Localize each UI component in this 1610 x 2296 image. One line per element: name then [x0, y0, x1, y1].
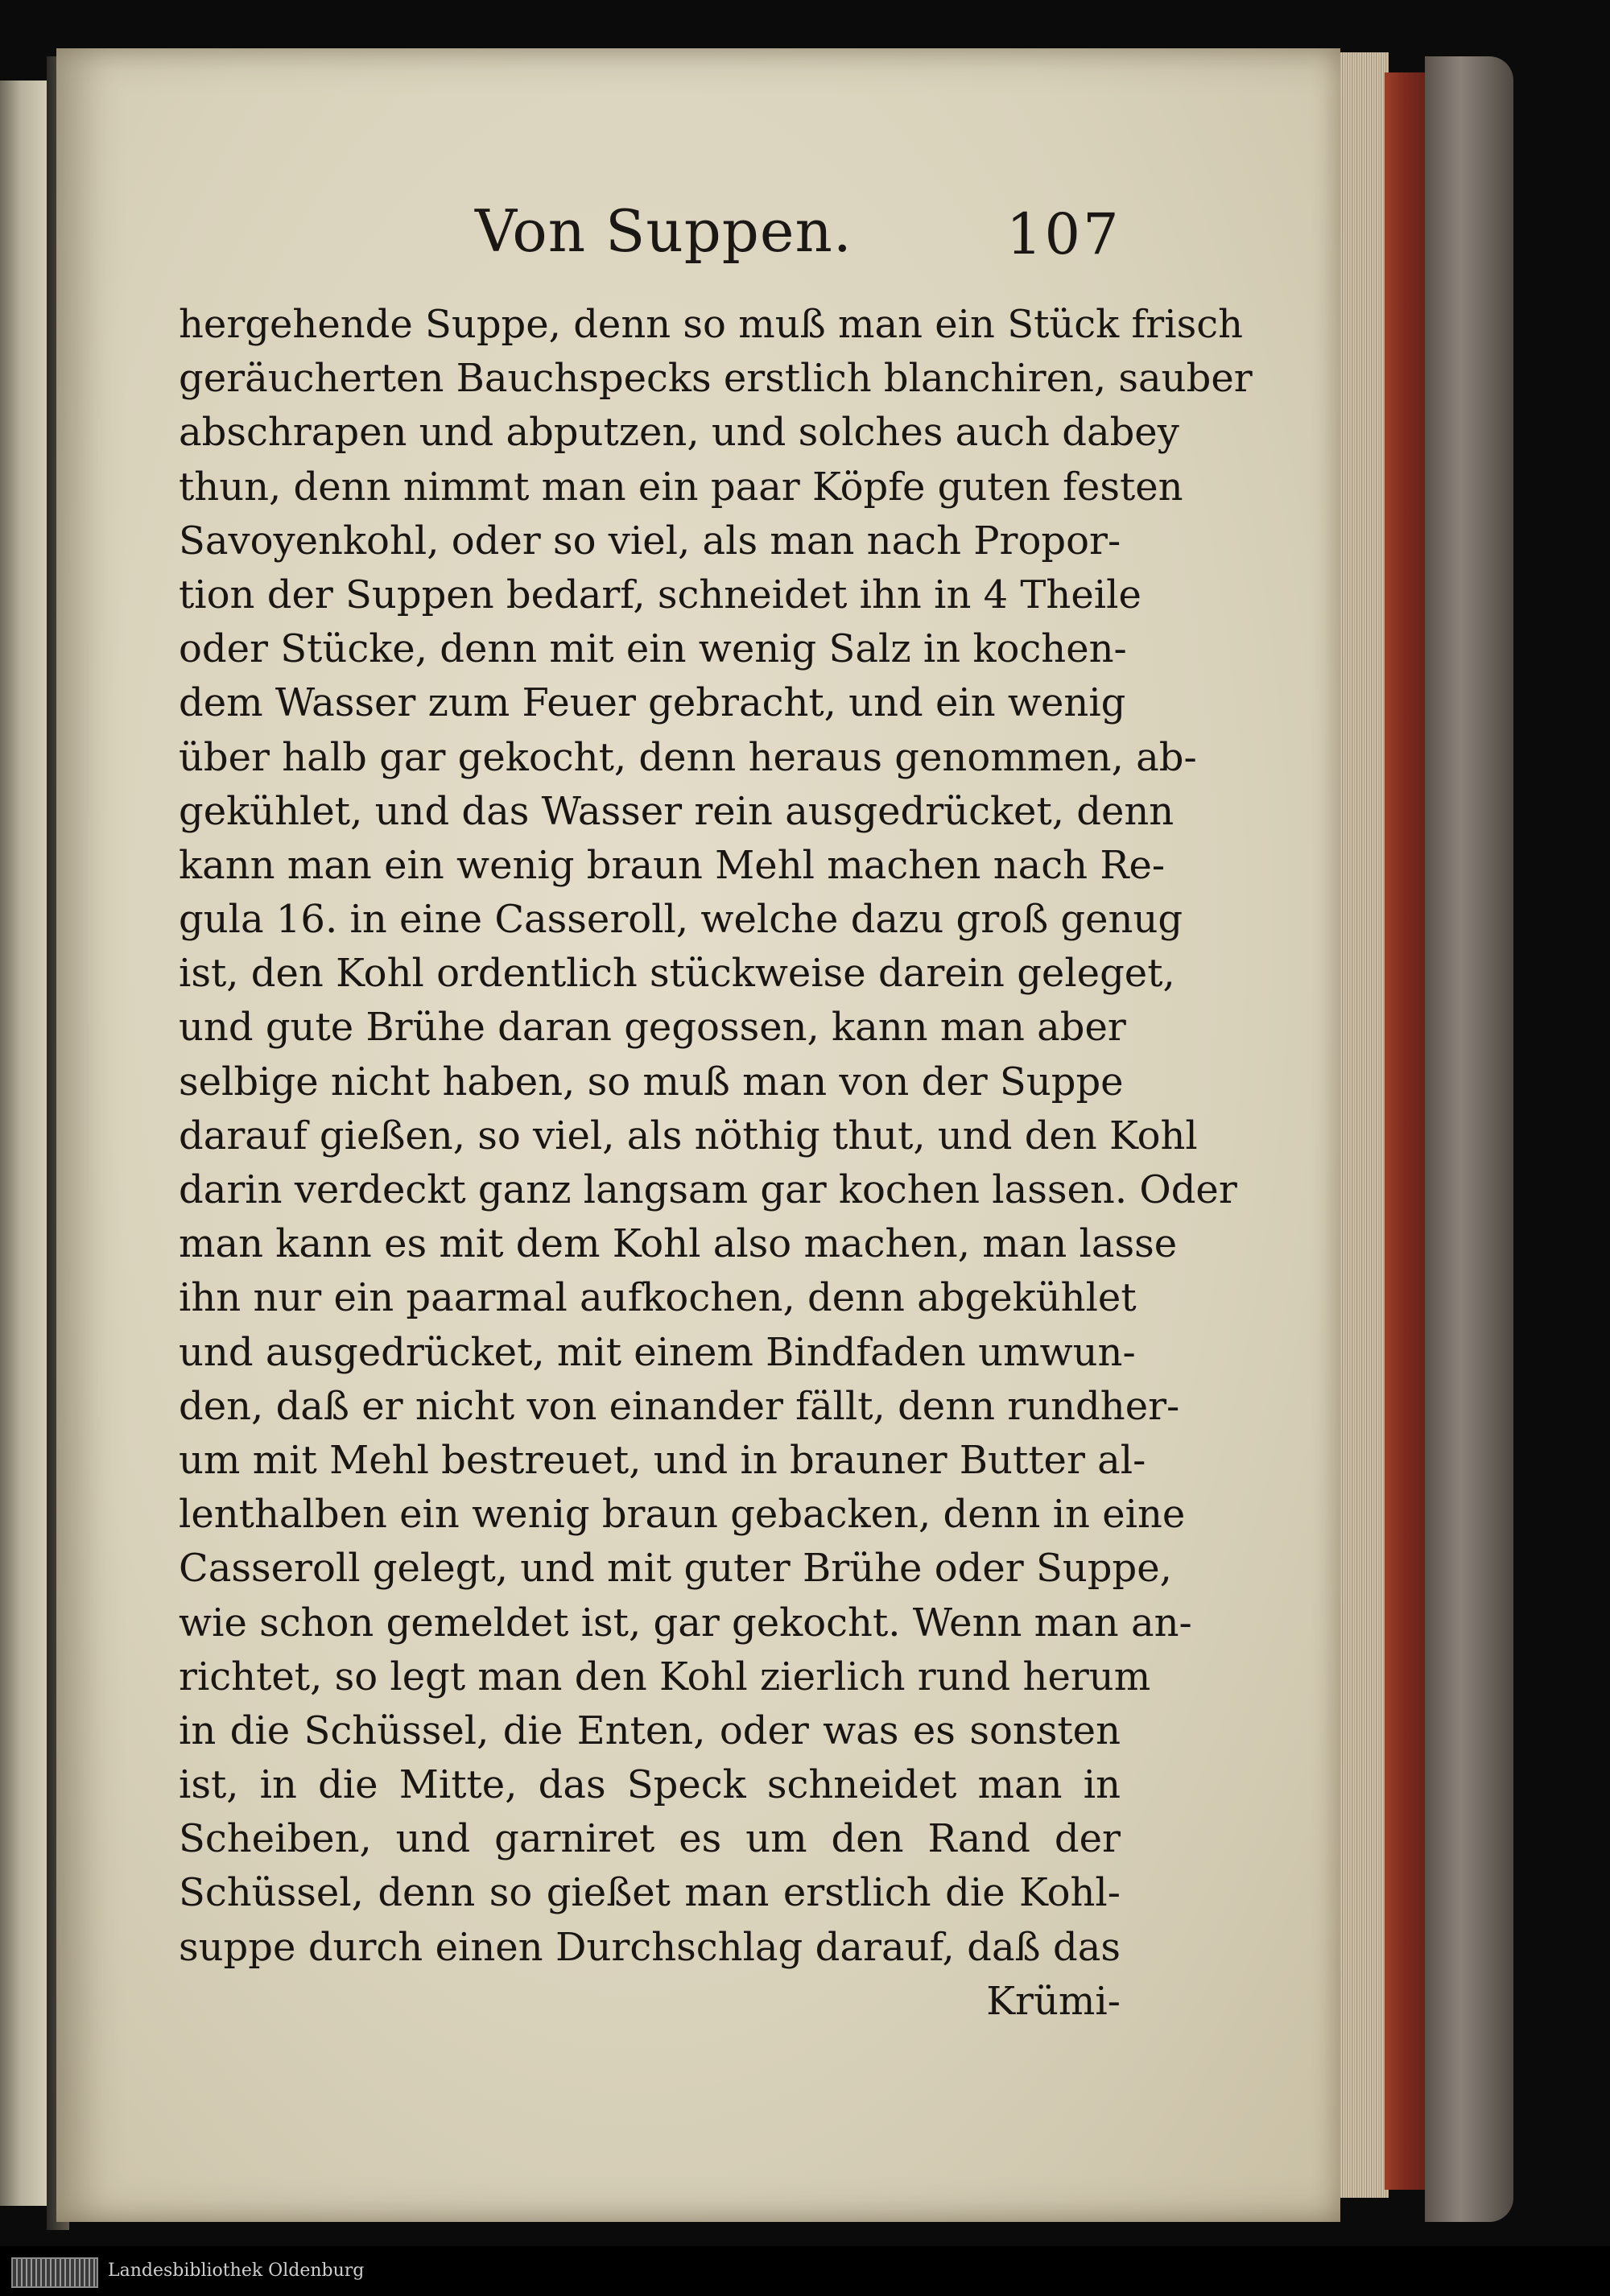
text-line: richtet, so legt man den Kohl zierlich rund herum: [179, 1654, 1151, 1699]
text-line: gula 16. in eine Casseroll, welche dazu groß genug: [179, 897, 1183, 943]
text-line: oder Stücke, denn mit ein wenig Salz in kochen-: [179, 626, 1127, 672]
text-line: Savoyenkohl, oder so viel, als man nach Propor-: [179, 518, 1121, 564]
text-line: wie schon gemeldet ist, gar gekocht. Wenn man an-: [179, 1600, 1192, 1646]
text-line: geräucherten Bauchspecks erstlich blanchiren, sauber: [179, 356, 1253, 402]
text-line: Schüssel, denn so gießet man erstlich die Kohl-: [179, 1870, 1121, 1916]
text-line: und gute Brühe daran gegossen, kann man aber: [179, 1005, 1126, 1051]
text-line: den, daß er nicht von einander fällt, denn rundher-: [179, 1383, 1180, 1429]
page-block-edges: [1332, 52, 1389, 2198]
text-line: abschrapen und abputzen, und solches auch dabey: [179, 410, 1179, 456]
text-line: gekühlet, und das Wasser rein ausgedrücket, denn: [179, 788, 1174, 834]
text-line: ihn nur ein paarmal aufkochen, denn abgekühlet: [179, 1275, 1137, 1321]
book-cover: [1425, 56, 1513, 2222]
library-name: Landesbibliothek Oldenburg: [108, 2261, 365, 2281]
text-line: thun, denn nimmt man ein paar Köpfe guten festen: [179, 464, 1183, 510]
text-line: in die Schüssel, die Enten, oder was es sonsten: [179, 1708, 1121, 1753]
text-line: ist, den Kohl ordentlich stückweise darein geleget,: [179, 951, 1175, 997]
catchword: Krümi-: [986, 1978, 1121, 2024]
text-line: um mit Mehl bestreuet, und in brauner Butter al-: [179, 1437, 1146, 1483]
text-line: darauf gießen, so viel, als nöthig thut, und den Kohl: [179, 1113, 1198, 1158]
text-line: über halb gar gekocht, denn heraus genommen, ab-: [179, 734, 1197, 780]
text-line: und ausgedrücket, mit einem Bindfaden umwun-: [179, 1329, 1136, 1375]
text-line: darin verdeckt ganz langsam gar kochen lassen. Oder: [179, 1167, 1237, 1212]
body-text: [179, 298, 1253, 2029]
text-line: Casseroll gelegt, und mit guter Brühe oder Suppe,: [179, 1546, 1172, 1592]
text-line: ist, in die Mitte, das Speck schneidet man in: [179, 1762, 1121, 1808]
previous-page-edge: [0, 81, 47, 2206]
text-line: selbige nicht haben, so muß man von der Suppe: [179, 1059, 1124, 1105]
running-head: Von Suppen.: [475, 197, 852, 265]
text-line: hergehende Suppe, denn so muß man ein Stück frisch: [179, 302, 1243, 347]
text-line: man kann es mit dem Kohl also machen, man lasse: [179, 1221, 1178, 1267]
text-line: kann man ein wenig braun Mehl machen nach Re-: [179, 842, 1166, 888]
page-number: 107: [1006, 201, 1121, 267]
text-line: Scheiben, und garniret es um den Rand der: [179, 1816, 1121, 1862]
text-line: lenthalben ein wenig braun gebacken, denn in eine: [179, 1492, 1186, 1538]
text-line: tion der Suppen bedarf, schneidet ihn in 4 Theile: [179, 572, 1141, 617]
library-logo-icon: [11, 2257, 98, 2288]
text-line: suppe durch einen Durchschlag darauf, daß das: [179, 1924, 1121, 1970]
text-line: dem Wasser zum Feuer gebracht, und ein wenig: [179, 680, 1126, 726]
